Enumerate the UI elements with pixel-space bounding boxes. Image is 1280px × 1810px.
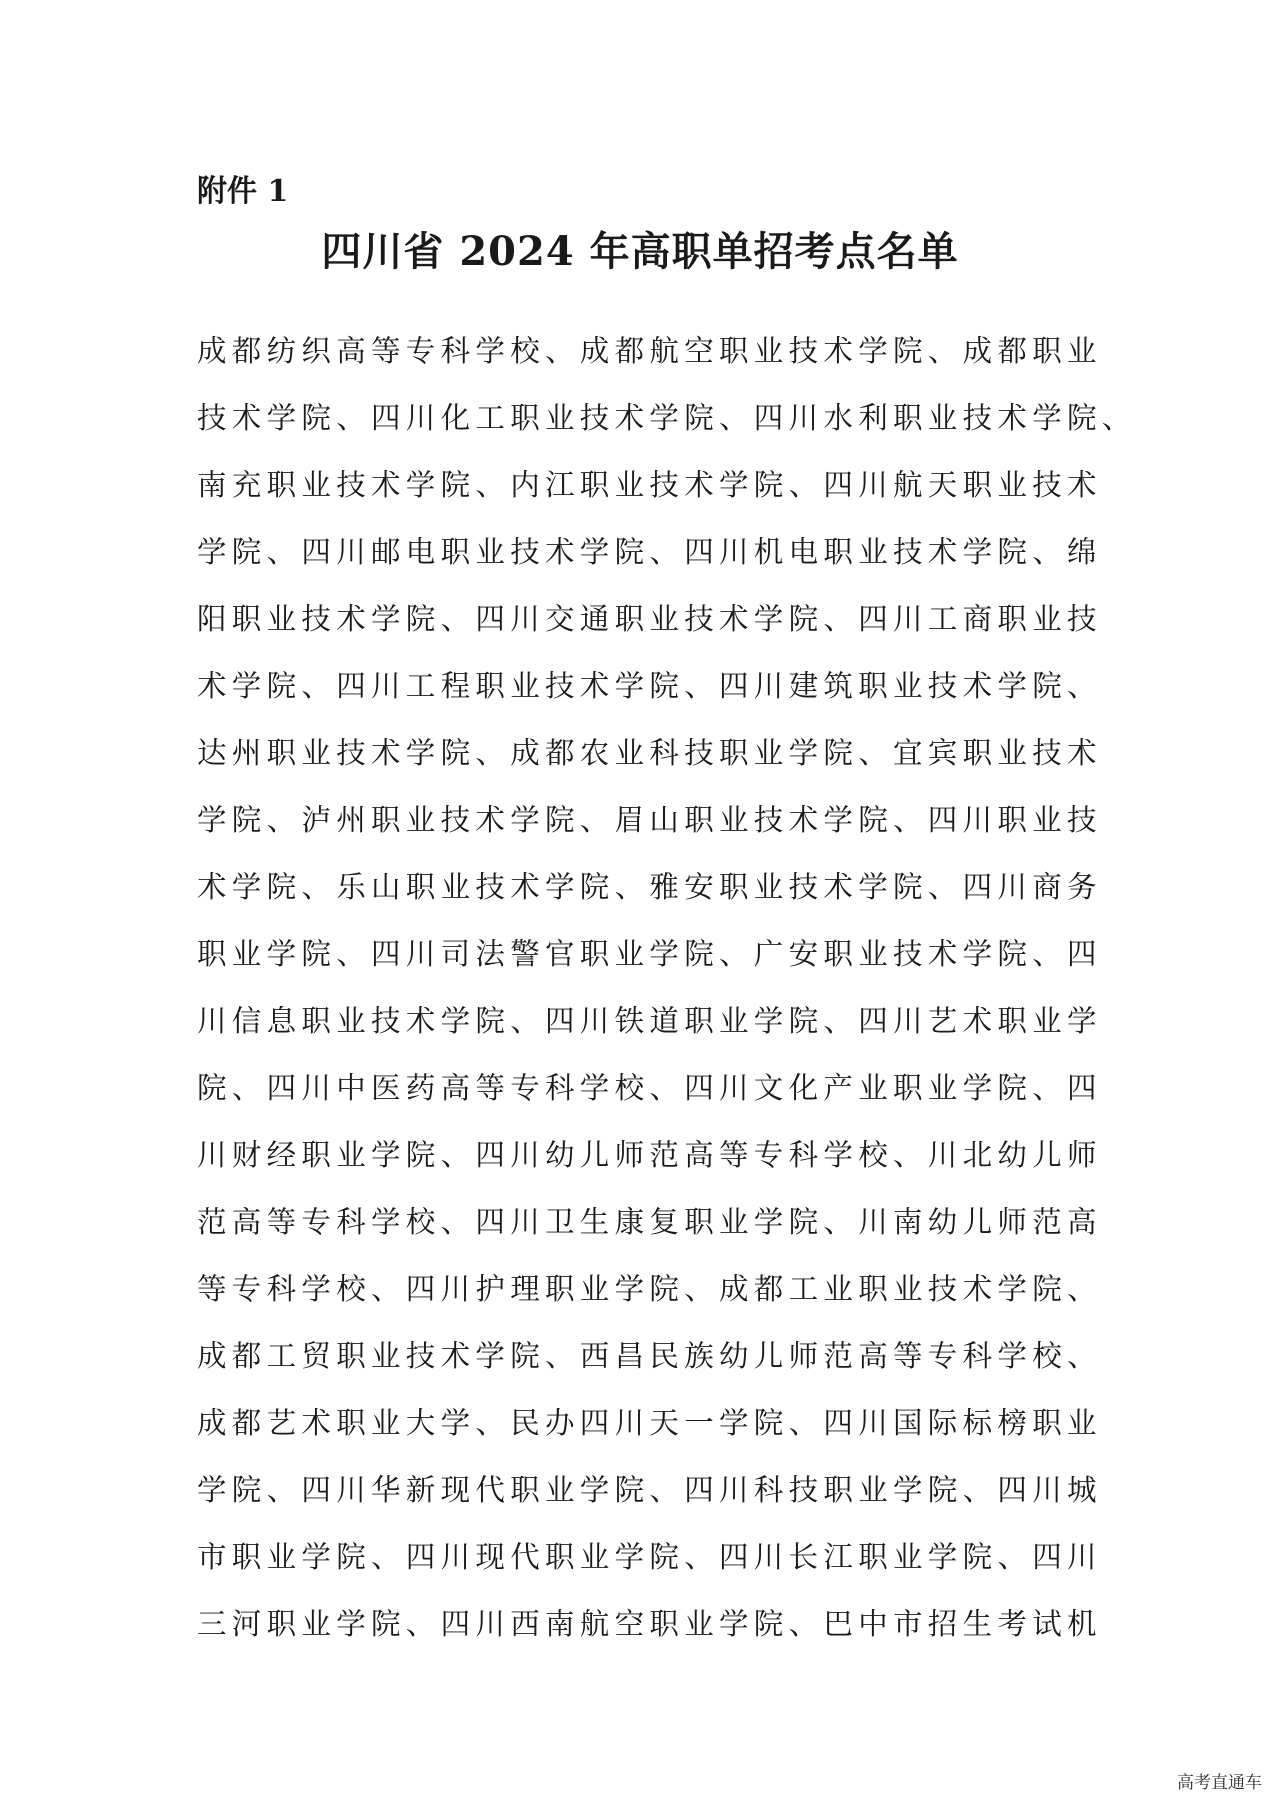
body-line: 成都艺术职业大学、民办四川天一学院、四川国际标榜职业 [197, 1406, 1102, 1440]
watermark-text: 高考直通车 [1177, 1773, 1262, 1793]
body-line: 学院、四川邮电职业技术学院、四川机电职业技术学院、绵 [197, 535, 1102, 569]
body-line: 学院、四川华新现代职业学院、四川科技职业学院、四川城 [197, 1473, 1102, 1507]
body-line: 技术学院、四川化工职业技术学院、四川水利职业技术学院、 [197, 401, 1137, 435]
body-line: 职业学院、四川司法警官职业学院、广安职业技术学院、四 [197, 937, 1102, 971]
body-line: 川信息职业技术学院、四川铁道职业学院、四川艺术职业学 [197, 1004, 1102, 1038]
body-line: 达州职业技术学院、成都农业科技职业学院、宜宾职业技术 [197, 736, 1102, 770]
body-line: 成都纺织高等专科学校、成都航空职业技术学院、成都职业 [197, 334, 1102, 368]
body-line: 术学院、乐山职业技术学院、雅安职业技术学院、四川商务 [197, 870, 1102, 904]
body-line: 市职业学院、四川现代职业学院、四川长江职业学院、四川 [197, 1540, 1102, 1574]
body-line: 术学院、四川工程职业技术学院、四川建筑职业技术学院、 [197, 669, 1102, 703]
body-line: 成都工贸职业技术学院、西昌民族幼儿师范高等专科学校、 [197, 1339, 1102, 1373]
body-line: 等专科学校、四川护理职业学院、成都工业职业技术学院、 [197, 1272, 1102, 1306]
body-line: 三河职业学院、四川西南航空职业学院、巴中市招生考试机 [197, 1607, 1102, 1641]
body-line: 院、四川中医药高等专科学校、四川文化产业职业学院、四 [197, 1071, 1102, 1105]
document-title: 四川省 2024 年高职单招考点名单 [321, 228, 959, 275]
body-line: 学院、泸州职业技术学院、眉山职业技术学院、四川职业技 [197, 803, 1102, 837]
body-line: 川财经职业学院、四川幼儿师范高等专科学校、川北幼儿师 [197, 1138, 1102, 1172]
exam-site-list [197, 318, 1137, 1658]
body-line: 范高等专科学校、四川卫生康复职业学院、川南幼儿师范高 [197, 1205, 1102, 1239]
attachment-label: 附件 1 [197, 174, 289, 209]
body-line: 南充职业技术学院、内江职业技术学院、四川航天职业技术 [197, 468, 1102, 502]
body-line: 阳职业技术学院、四川交通职业技术学院、四川工商职业技 [197, 602, 1102, 636]
